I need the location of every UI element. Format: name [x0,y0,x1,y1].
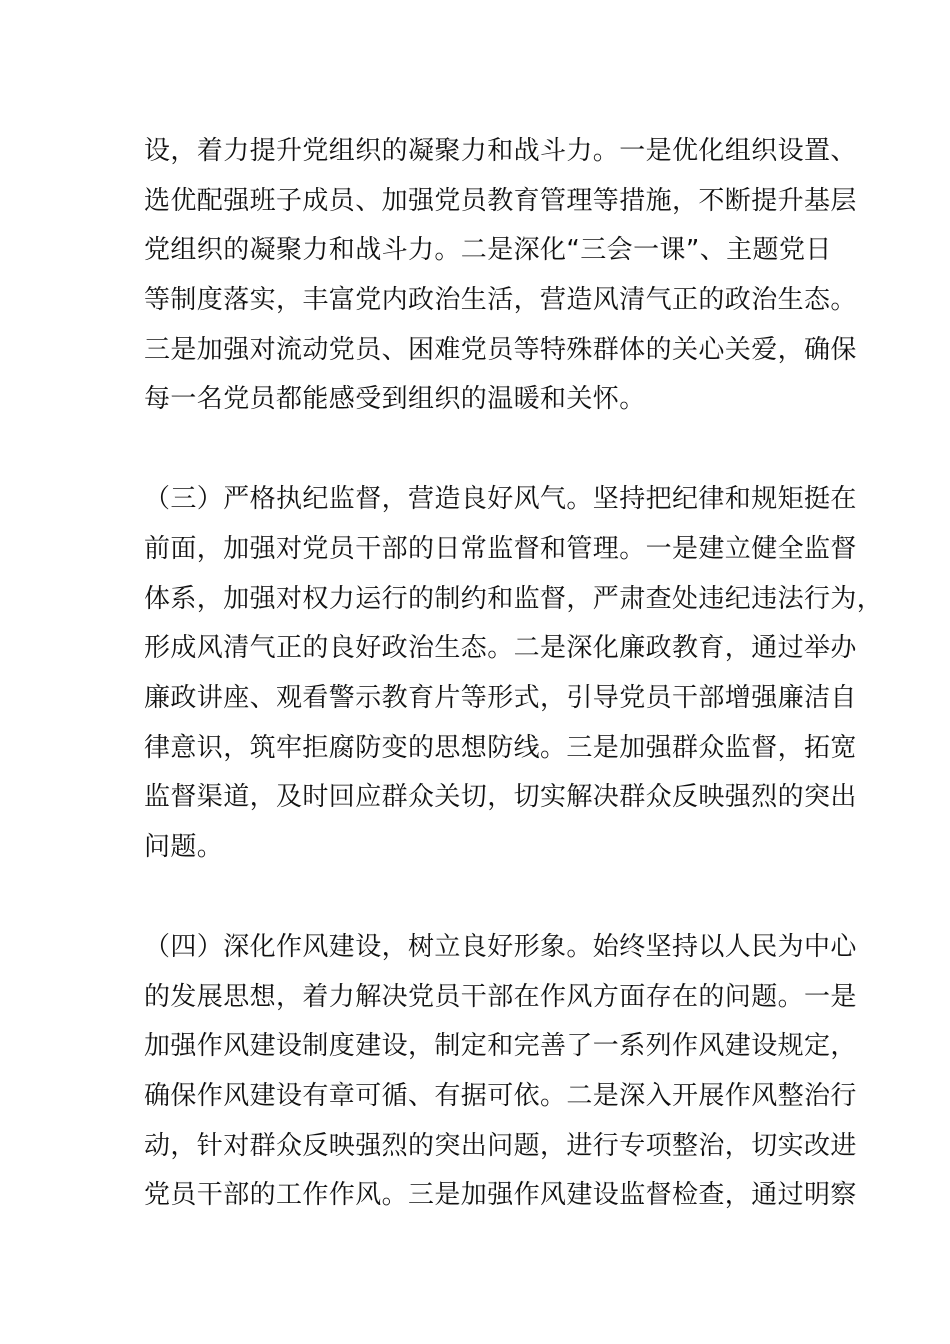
paragraph-2-line-3: 体系，加强对权力运行的制约和监督，严肃查处违纪违法行为， [144,584,884,614]
paragraph-3-line-1: （四）深化作风建设，树立良好形象。始终坚持以人民为中心 [144,932,857,962]
paragraph-3-line-2: 的发展思想，着力解决党员干部在作风方面存在的问题。一是 [144,982,857,1012]
paragraph-2-line-6: 律意识，筑牢拒腐防变的思想防线。三是加强群众监督，拓宽 [144,733,857,763]
paragraph-2-line-4: 形成风清气正的良好政治生态。二是深化廉政教育，通过举办 [144,633,857,663]
paragraph-2-line-8: 问题。 [144,832,224,862]
paragraph-2-line-1: （三）严格执纪监督，营造良好风气。坚持把纪律和规矩挺在 [144,484,857,514]
paragraph-2-line-2: 前面，加强对党员干部的日常监督和管理。一是建立健全监督 [144,534,857,564]
paragraph-2-line-7: 监督渠道，及时回应群众关切，切实解决群众反映强烈的突出 [144,782,857,812]
paragraph-3-line-4: 确保作风建设有章可循、有据可依。二是深入开展作风整治行 [144,1081,857,1111]
paragraph-3-line-3: 加强作风建设制度建设，制定和完善了一系列作风建设规定， [144,1031,857,1061]
paragraph-1-line-2: 选优配强班子成员、加强党员教育管理等措施，不断提升基层 [144,186,857,216]
paragraph-3-line-6: 党员干部的工作作风。三是加强作风建设监督检查，通过明察 [144,1180,857,1210]
paragraph-1-line-1: 设，着力提升党组织的凝聚力和战斗力。一是优化组织设置、 [144,136,857,166]
paragraph-3-line-5: 动，针对群众反映强烈的突出问题，进行专项整治，切实改进 [144,1131,857,1161]
paragraph-1-line-6: 每一名党员都能感受到组织的温暖和关怀。 [144,384,646,414]
paragraph-2-line-5: 廉政讲座、观看警示教育片等形式，引导党员干部增强廉洁自 [144,683,857,713]
paragraph-1-line-3: 党组织的凝聚力和战斗力。二是深化“三会一课”、主题党日 [144,235,832,265]
paragraph-1-line-5: 三是加强对流动党员、困难党员等特殊群体的关心关爱，确保 [144,335,857,365]
paragraph-1-line-4: 等制度落实，丰富党内政治生活，营造风清气正的政治生态。 [144,285,857,315]
